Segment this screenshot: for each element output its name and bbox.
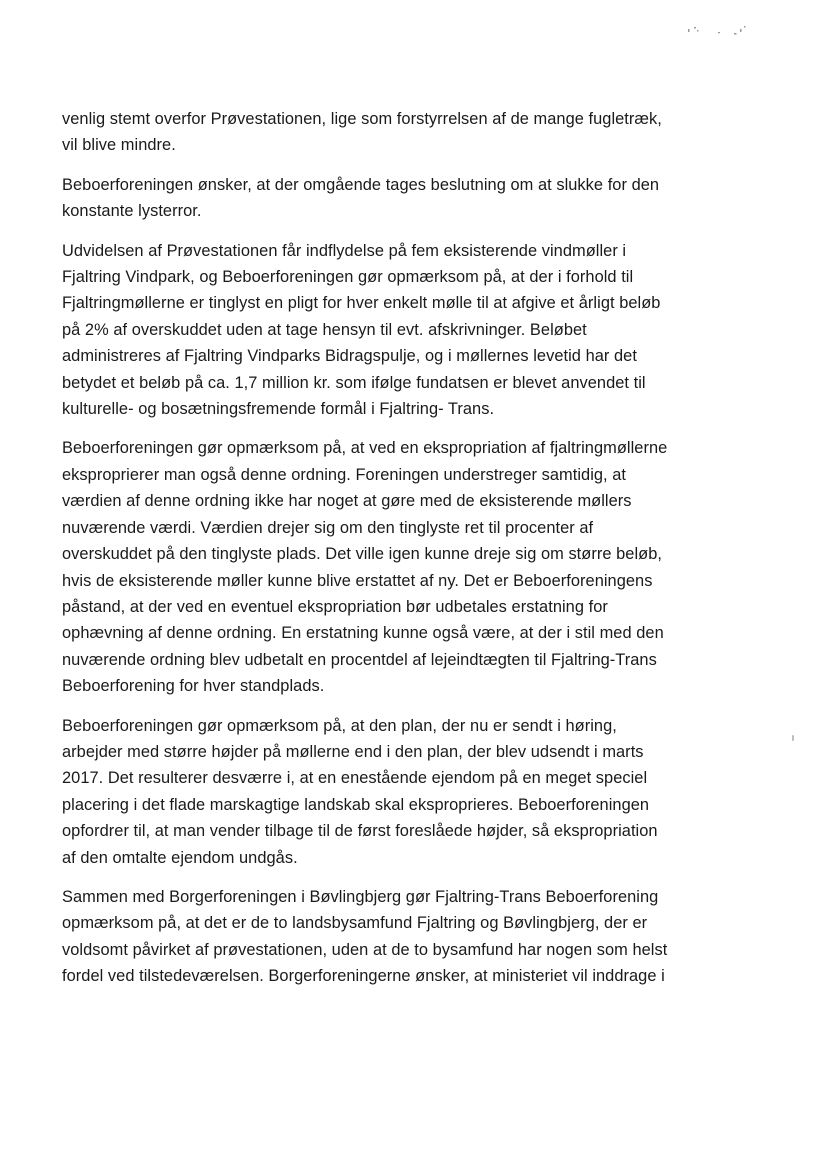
text-line: arbejder med større højder på møllerne end i den plan, der blev udsendt i marts	[62, 742, 644, 761]
paragraph	[62, 238, 762, 423]
text-line: nuværende værdi. Værdien drejer sig om den tinglyste ret til procenter af	[62, 518, 594, 537]
text-line: overskuddet på den tinglyste plads. Det ville igen kunne dreje sig om større beløb,	[62, 545, 662, 564]
text-line: Udvidelsen af Prøvestationen får indflydelse på fem eksisterende vindmøller i	[62, 241, 627, 260]
text-line: 2017. Det resulterer desværre i, at en enestående ejendom på en meget speciel	[62, 769, 648, 788]
paragraph	[62, 106, 762, 159]
text-line: Sammen med Borgerforeningen i Bøvlingbjerg gør Fjaltring-Trans Beboerforening	[62, 887, 659, 906]
text-line: administreres af Fjaltring Vindparks Bidragspulje, og i møllernes levetid har det	[62, 347, 637, 366]
document-body	[62, 106, 762, 1003]
text-line: kulturelle- og bosætningsfremende formål i Fjaltring- Trans.	[62, 400, 495, 419]
text-line: betydet et beløb på ca. 1,7 million kr. som ifølge fundatsen er blevet anvendet til	[62, 373, 646, 392]
text-line: placering i det flade marskagtige landskab skal eksproprieres. Beboerforeningen	[62, 795, 650, 814]
paragraph	[62, 435, 762, 699]
text-line: af den omtalte ejendom undgås.	[62, 848, 298, 867]
text-line: ophævning af denne ordning. En erstatning kunne også være, at der i stil med den	[62, 624, 664, 643]
text-line: venlig stemt overfor Prøvestationen, lige som forstyrrelsen af de mange fugletræk,	[62, 110, 662, 128]
text-line: konstante lysterror.	[62, 202, 202, 221]
text-line: Beboerforeningen gør opmærksom på, at den plan, der nu er sendt i høring,	[62, 716, 617, 735]
text-line: værdien af denne ordning ikke har noget at gøre med de eksisterende møllers	[62, 492, 632, 511]
text-line: vil blive mindre.	[62, 136, 176, 155]
text-line: voldsomt påvirket af prøvestationen, uden at de to bysamfund har nogen som helst	[62, 940, 668, 959]
scan-artifact-marks	[684, 24, 754, 38]
text-line: Fjaltring Vindpark, og Beboerforeningen gør opmærksom på, at der i forhold til	[62, 268, 634, 287]
text-line: hvis de eksisterende møller kunne blive erstattet af ny. Det er Beboerforeningens	[62, 571, 653, 590]
text-line: påstand, at der ved en eventuel ekspropriation bør udbetales erstatning for	[62, 597, 608, 616]
text-line: Fjaltringmøllerne er tinglyst en pligt for hver enkelt mølle til at afgive et årligt beløb	[62, 294, 661, 313]
text-line: opmærksom på, at det er de to landsbysamfund Fjaltring og Bøvlingbjerg, der er	[62, 914, 648, 933]
text-line: på 2% af overskuddet uden at tage hensyn til evt. afskrivninger. Beløbet	[62, 320, 587, 339]
paragraph	[62, 713, 762, 871]
text-line: Beboerforeningen ønsker, at der omgående tages beslutning om at slukke for den	[62, 175, 660, 194]
text-line: Beboerforening for hver standplads.	[62, 677, 325, 696]
text-line: Beboerforeningen gør opmærksom på, at ved en ekspropriation af fjaltringmøllerne	[62, 439, 668, 458]
text-line: eksproprierer man også denne ordning. Foreningen understreger samtidig, at	[62, 465, 627, 484]
paragraph	[62, 172, 762, 225]
text-line: opfordrer til, at man vender tilbage til de først foreslåede højder, så ekspropriation	[62, 822, 658, 841]
scan-speck	[792, 735, 794, 741]
text-line: nuværende ordning blev udbetalt en procentdel af lejeindtægten til Fjaltring-Trans	[62, 650, 657, 669]
text-line: fordel ved tilstedeværelsen. Borgerforeningerne ønsker, at ministeriet vil inddrage i	[62, 967, 665, 986]
paragraph	[62, 884, 762, 990]
